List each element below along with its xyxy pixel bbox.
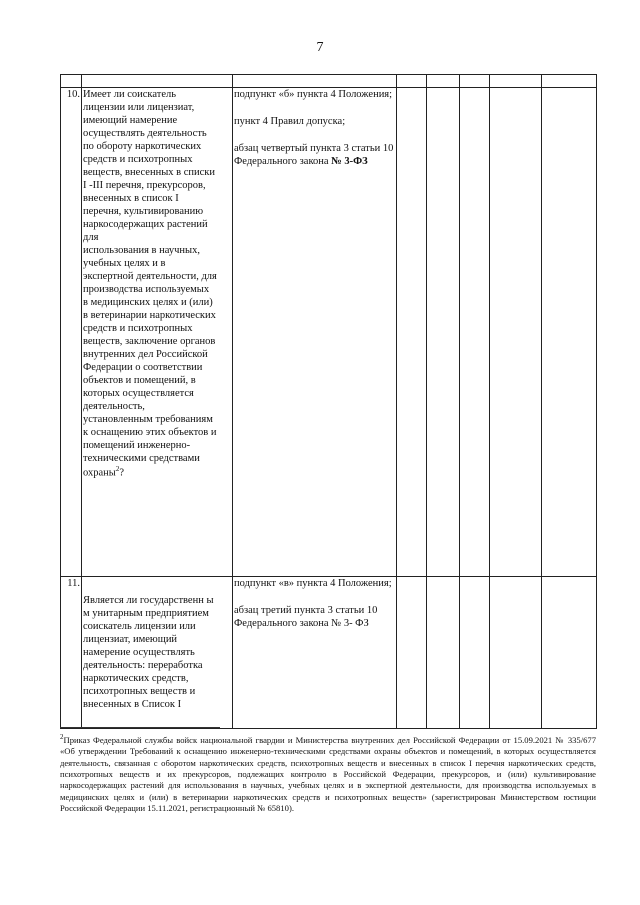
table-cell (490, 75, 542, 88)
question-line: Является ли государственн ы (83, 595, 214, 606)
question-line: средств и психотропных (83, 154, 193, 166)
question-line: использования в научных, (83, 245, 200, 257)
question-line: установленным требованиям (83, 414, 213, 426)
reference-text: абзац четвертый пункта 3 статьи 10 Федерального закона (234, 143, 394, 168)
question-line: экспертной деятельности, для (83, 271, 217, 283)
question-line: Федерации о соответствии (83, 362, 203, 374)
question-line: лицензиат, имеющий (83, 634, 178, 646)
question-line: внесенных в Список I (83, 699, 182, 711)
question-line: имеющий намерение (83, 115, 178, 127)
question-line: к оснащению этих объектов и (83, 427, 217, 439)
question-line: наркотических средств, (83, 673, 189, 685)
answer-cell (397, 577, 427, 729)
question-line: веществ, заключение органов (83, 336, 216, 348)
footnote-number: 2 (60, 733, 64, 741)
question-line: в ветеринарии наркотических (83, 310, 216, 322)
table-cell (542, 75, 597, 88)
row-number: 11. (61, 577, 82, 729)
table-cell (61, 75, 82, 88)
question-line: по обороту наркотических (83, 141, 202, 153)
question-line: психотропных веществ и (83, 686, 196, 698)
question-text: охраны (83, 467, 116, 479)
table-row (61, 88, 597, 577)
question-cell (82, 88, 233, 577)
footnote (60, 733, 596, 814)
question-line: лицензии или лицензиат, (83, 102, 195, 114)
question-line: соискатель лицензии или (83, 621, 196, 633)
answer-cell (460, 577, 490, 729)
question-line: производства используемых (83, 284, 210, 296)
answer-cell (427, 88, 460, 577)
question-line: учебных целях и в (83, 258, 166, 270)
question-line: объектов и помещений, в (83, 375, 196, 387)
question-line: намерение осуществлять (83, 647, 195, 659)
row-number: 10. (61, 88, 82, 577)
question-line: деятельность: переработка (83, 660, 203, 672)
table-cell (397, 75, 427, 88)
question-line: техническими средствами (83, 453, 200, 465)
question-line: веществ, внесенных в списки (83, 167, 215, 179)
question-line: средств и психотропных (83, 323, 193, 335)
reference-cell (233, 88, 397, 577)
question-line: деятельность, (83, 401, 145, 413)
reference-item: абзац третий пункта 3 статьи 10 Федерального закона № 3- ФЗ (234, 605, 378, 630)
table-cell (233, 75, 397, 88)
question-line: в медицинских целях и (или) (83, 297, 213, 309)
answer-cell (427, 577, 460, 729)
table-row (61, 577, 597, 729)
table-header-row (61, 75, 597, 88)
notes-cell (542, 88, 597, 577)
question-cell (82, 577, 233, 729)
footnote-mark: 2 (115, 465, 120, 474)
reference-item-last (234, 142, 395, 168)
question-line: наркосодержащих растений (83, 219, 208, 231)
table-cell (82, 75, 233, 88)
footnote-divider (60, 727, 220, 728)
question-line: перечня, культивированию (83, 206, 204, 218)
question-line-last (83, 465, 231, 480)
reference-item: подпункт «в» пункта 4 Положения; (234, 578, 392, 589)
notes-cell (542, 577, 597, 729)
reference-item: пункт 4 Правил допуска; (234, 116, 346, 128)
reference-item: подпункт «б» пункта 4 Положения; (234, 89, 393, 100)
notes-cell (490, 88, 542, 577)
question-end: ? (119, 467, 124, 479)
question-line: осуществлять деятельность (83, 128, 207, 140)
page-number: 7 (316, 40, 324, 55)
notes-cell (490, 577, 542, 729)
question-line: внутренних дел Российской (83, 349, 208, 361)
answer-cell (397, 88, 427, 577)
answer-cell (460, 88, 490, 577)
question-line: м унитарным предприятием (83, 608, 209, 620)
checklist-table (60, 74, 597, 729)
reference-cell (233, 577, 397, 729)
question-line: для (83, 232, 99, 244)
table-cell (427, 75, 460, 88)
question-line: Имеет ли соискатель (83, 89, 177, 100)
question-line: которых осуществляется (83, 388, 194, 400)
reference-bold: № 3-ФЗ (331, 156, 368, 168)
question-line: помещений инженерно- (83, 440, 191, 452)
table-cell (460, 75, 490, 88)
question-line: I -III перечня, прекурсоров, (83, 180, 206, 192)
footnote-text: Приказ Федеральной службы войск национальной гвардии и Министерства внутренних дел Российской Федерации от 15.09.2021 № 335/677 «Об утверждении Требований к оснащению инженерно-техническими средствами охраны объектов и помещений, в которых осуществляется деятельность, связанная с оборотом наркотических средств, психотропных веществ и внесенных в список I перечня наркотических средств, психотропных веществ и их прекурсоров, подлежащих контролю в Российской Федерации, прекурсоров, и (или) культивирование наркосодержащих растений для использования в научных, учебных целях и в экспертной деятельности, для производства используемых в медицинских целях и (или) в ветеринарии наркотических средств и психотропных веществ» (зарегистрирован Министерством юстиции Российской Федерации 15.11.2021, регистрационный № 65810). (60, 734, 596, 813)
question-line: внесенных в список I (83, 193, 179, 205)
